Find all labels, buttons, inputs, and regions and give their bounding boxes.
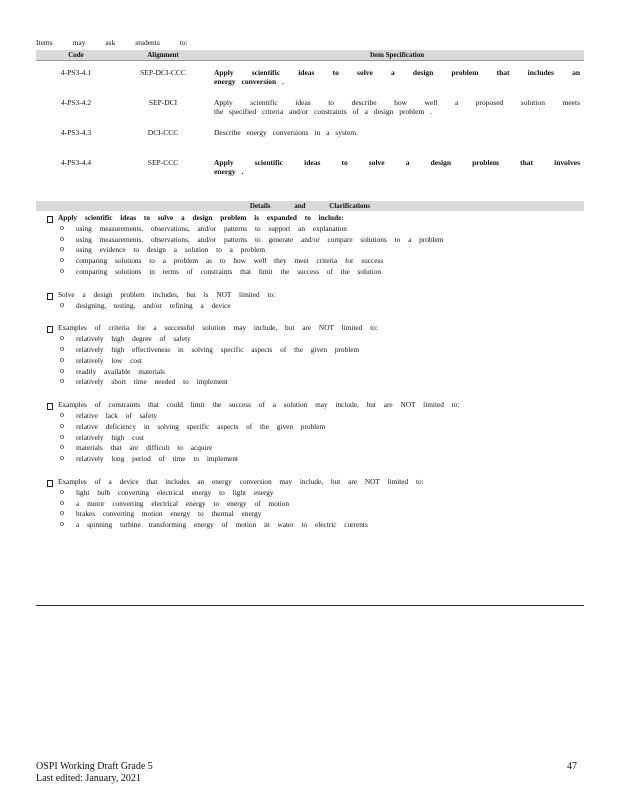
- details-body: [36, 213, 584, 531]
- sub-item: o using measurements, observations, and/or patterns to generate and/or compare solutions to a problem: [46, 235, 584, 246]
- row-code: 4-PS3-4.1: [60, 68, 92, 77]
- details-block: [46, 477, 584, 531]
- spec-line-2: the specified criteria and/or constraints of a design problem .: [214, 107, 433, 116]
- table-row: [36, 61, 584, 92]
- sub-item: o a spinning turbine transforming energy of motion in water to electric currents: [46, 520, 584, 531]
- sub-item: o relatively high degree of safety: [46, 334, 584, 345]
- row-alignment: SEP-CCC: [147, 158, 179, 167]
- details-block: [46, 323, 584, 388]
- sub-item: o readily available materials: [46, 367, 584, 378]
- sub-item: o light bulb converting electrical energy to light energy: [46, 488, 584, 499]
- details-block: [46, 213, 584, 278]
- sub-item: o using measurements, observations, and/or patterns to support an explanation: [46, 224, 584, 235]
- table-row: [36, 151, 584, 181]
- page-footer: [36, 761, 153, 785]
- sub-item: o comparing solutions to a problem as to how well they meet criteria for success: [46, 256, 584, 267]
- bullet-item: Examples of constraints that could limit the success of a solution may include, but are NOT limited to:: [46, 400, 584, 411]
- sub-item: o relatively high cost: [46, 433, 584, 444]
- row-spec: [210, 61, 584, 92]
- sub-item: o relative deficiency in solving specific aspects of the given problem: [46, 422, 584, 433]
- page-number: 47: [567, 761, 577, 772]
- details-block: [46, 400, 584, 465]
- spec-line-1: Apply scientific ideas to solve a design problem that involves: [214, 158, 580, 167]
- row-spec: [210, 151, 584, 181]
- row-alignment: DCI-CCC: [147, 128, 179, 137]
- intro-text: Items may ask students to:: [36, 38, 188, 47]
- details-header: Details and Clarifications: [36, 201, 584, 211]
- table-row: [36, 121, 584, 151]
- table-header-row: [36, 50, 584, 61]
- bullet-item: Solve a design problem includes, but is NOT limited to:: [46, 290, 584, 301]
- row-code: 4-PS3-4.2: [60, 98, 92, 107]
- details-and-clarifications: [36, 201, 584, 606]
- row-spec: [210, 121, 584, 151]
- row-spec: [210, 91, 584, 121]
- sub-item: o relatively short time needed to implement: [46, 377, 584, 388]
- sub-item: o comparing solutions in terms of constraints that limit the success of the solution: [46, 267, 584, 278]
- row-code: 4-PS3-4.3: [60, 128, 92, 137]
- row-alignment: SEP-DCI: [148, 98, 178, 107]
- spec-line-1: Apply scientific ideas to solve a design problem that includes an: [214, 68, 580, 77]
- header-alignment: Alignment: [116, 50, 210, 61]
- table-row: [36, 91, 584, 121]
- footer-title: OSPI Working Draft Grade 5: [36, 761, 153, 772]
- bullet-item: Apply scientific ideas to solve a design problem is expanded to include:: [46, 213, 584, 224]
- bullet-item: Examples of criteria for a successful solution may include, but are NOT limited to:: [46, 323, 584, 334]
- spec-line-2: energy .: [214, 167, 244, 176]
- header-code: Code: [36, 50, 116, 61]
- sub-item: o relatively high effectiveness in solving specific aspects of the given problem: [46, 345, 584, 356]
- spec-line-1: Apply scientific ideas to describe how well a proposed solution meets: [214, 98, 580, 107]
- sub-item: o using evidence to design a solution to a problem: [46, 245, 584, 256]
- row-code: 4-PS3-4.4: [60, 158, 92, 167]
- sub-item: o designing, testing, and/or refining a device: [46, 301, 584, 312]
- row-alignment: SEP-DCI-CCC: [140, 68, 186, 77]
- sub-item: o relatively low cost: [46, 356, 584, 367]
- sub-item: o a motor converting electrical energy to energy of motion: [46, 499, 584, 510]
- sub-item: o brakes converting motion energy to thermal energy: [46, 509, 584, 520]
- sub-item: o relatively long period of time to implement: [46, 454, 584, 465]
- spec-line-1: Describe energy conversions in a system.: [214, 128, 358, 137]
- footer-last-edited: Last edited: January, 2021: [36, 773, 141, 784]
- details-block: [46, 290, 584, 312]
- bullet-item: Examples of a device that includes an energy conversion may include, but are NOT limited to:: [46, 477, 584, 488]
- sub-item: o relative lack of safety: [46, 411, 584, 422]
- spec-line-2: energy conversion .: [214, 77, 284, 86]
- header-item-specification: Item Specification: [210, 50, 584, 61]
- item-specification-table: [36, 50, 584, 181]
- sub-item: o materials that are difficult to acquire: [46, 443, 584, 454]
